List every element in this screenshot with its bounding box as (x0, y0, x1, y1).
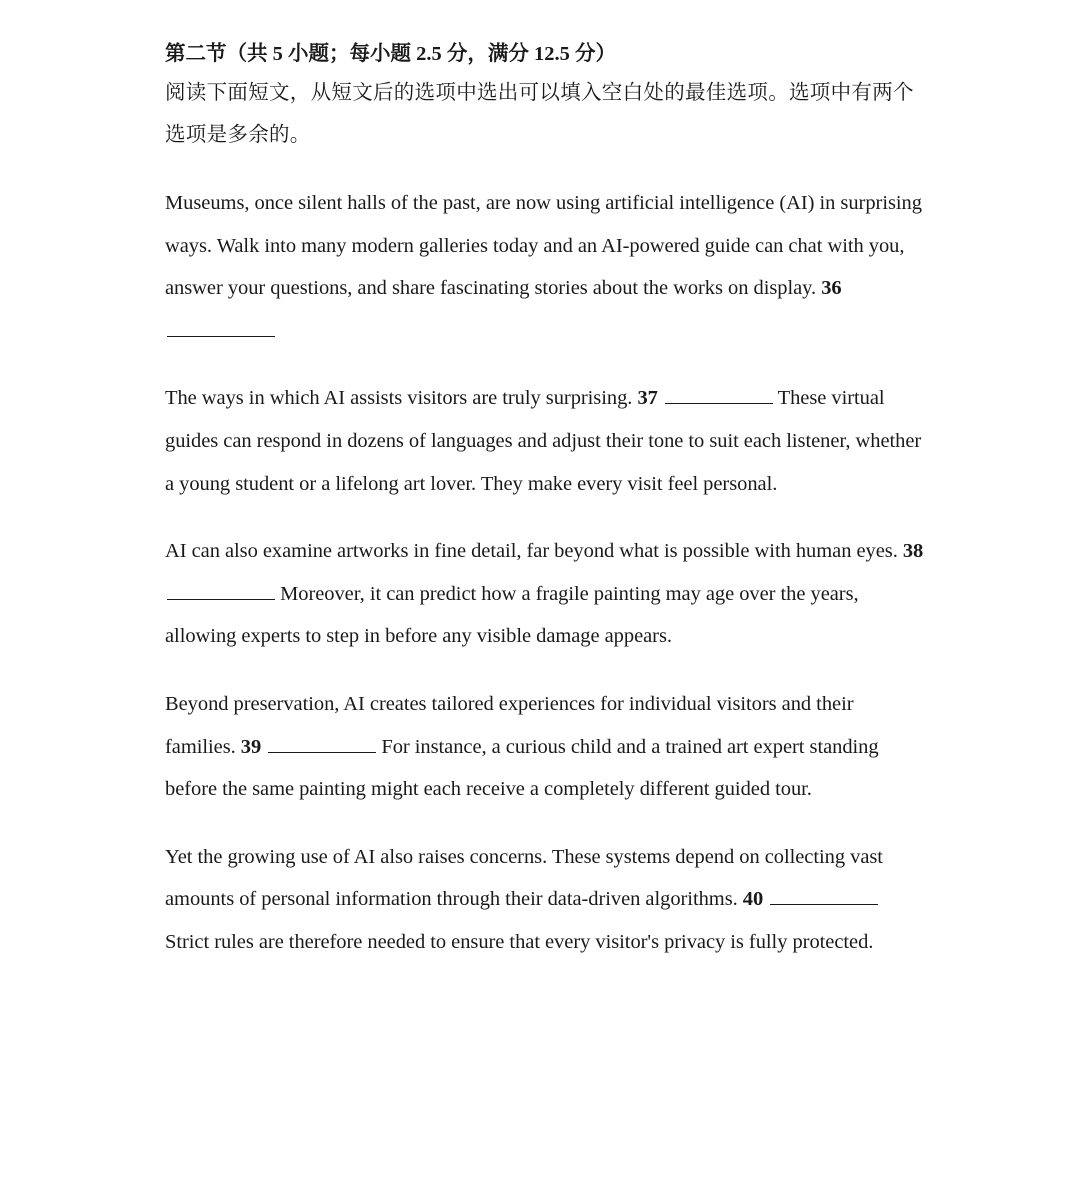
question-number-40: 40 (742, 888, 764, 911)
paragraph-text: Strict rules are therefore needed to ensure that every visitor's privacy is fully protected. (165, 930, 874, 953)
passage-paragraph-1 (165, 182, 925, 352)
paragraph-text: Beyond preservation, AI creates tailored experiences for individual visitors and their families. (165, 692, 854, 758)
paragraph-text: AI can also examine artworks in fine detail, far beyond what is possible with human eyes. (165, 540, 903, 563)
paragraph-text: These virtual guides can respond in dozens of languages and adjust their tone to suit each listener, whether a young student or a lifelong art lover. They make every visit feel personal. (165, 387, 922, 495)
section-title: 第二节（共 5 小题；每小题 2.5 分，满分 12.5 分） (165, 43, 616, 65)
paragraph-text: Moreover, it can predict how a fragile painting may age over the years, allowing experts to step in before any visible damage appears. (165, 582, 859, 648)
exam-page (165, 36, 925, 989)
passage-paragraph-3 (165, 530, 925, 658)
question-number-36: 36 (821, 277, 842, 300)
answer-blank-36 (167, 335, 275, 337)
question-number-37: 37 (637, 387, 658, 410)
paragraph-text: Museums, once silent halls of the past, are now using artificial intelligence (AI) in surprising ways. Walk into many modern galleries today and an AI-powered guide can chat with you, answer your questions, and share fascinating stories about the works on display. (165, 192, 922, 300)
answer-blank-37 (665, 402, 773, 404)
question-number-38: 38 (902, 540, 924, 563)
answer-blank-39 (268, 751, 376, 753)
paragraph-text: Yet the growing use of AI also raises concerns. These systems depend on collecting vast amounts of personal information through their data-driven algorithms. (165, 845, 883, 911)
section-instructions: 阅读下面短文，从短文后的选项中选出可以填入空白处的最佳选项。选项中有两个选项是多余的。 (165, 82, 914, 146)
passage-paragraph-2 (165, 377, 925, 505)
passage-paragraph-5 (165, 836, 925, 964)
passage-paragraph-4 (165, 683, 925, 811)
answer-blank-38 (167, 598, 275, 600)
paragraph-text: For instance, a curious child and a trained art expert standing before the same painting might each receive a completely different guided tour. (165, 735, 879, 801)
paragraph-text: The ways in which AI assists visitors are truly surprising. (165, 387, 638, 410)
question-number-39: 39 (240, 735, 262, 758)
answer-blank-40 (770, 903, 878, 905)
